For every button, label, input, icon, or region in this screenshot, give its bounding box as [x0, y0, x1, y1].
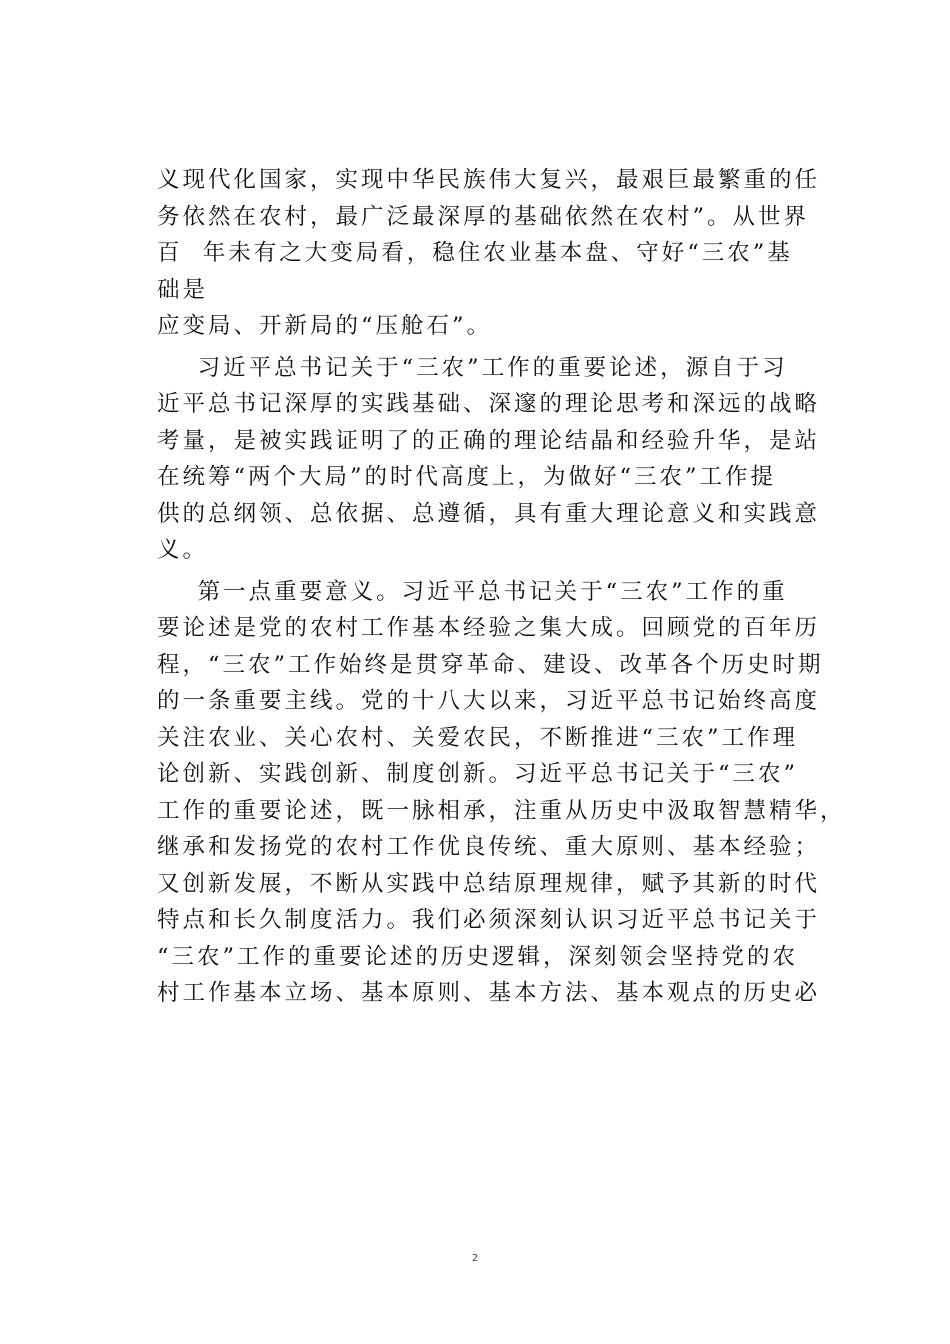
body-text: [157, 162, 846, 1012]
text-line: 务依然在农村，最广泛最深厚的基础依然在农村”。从世界: [157, 203, 810, 230]
text-line: 近平总书记深厚的实践基础、深邃的理论思考和深远的战略: [157, 391, 821, 417]
text-line: 论创新、实践创新、制度创新。习近平总书记关于“三农”: [157, 761, 799, 787]
text-line: 要论述是党的农村工作基本经验之集大成。回顾党的百年历: [157, 615, 821, 641]
text-line: 础是: [157, 276, 209, 303]
text-line: 应变局、开新局的“压舱石”。: [157, 313, 493, 339]
text-line: 习近平总书记关于“三农”工作的重要论述，源自于习: [157, 354, 788, 381]
text-line: 村工作基本立场、基本原则、基本方法、基本观点的历史必: [157, 980, 821, 1006]
text-line: 供的总纲领、总依据、总遵循，具有重大理论意义和实践意: [157, 500, 821, 527]
text-line: 特点和长久制度活力。我们必须深刻认识习近平总书记关于: [157, 907, 821, 933]
page-number: 2: [471, 1253, 479, 1264]
text-line: 考量，是被实践证明了的正确的理论结晶和经验升华，是站: [157, 427, 821, 454]
text-line: 义。: [157, 537, 209, 563]
text-line: 程，“三农”工作始终是贯穿革命、建设、改革各个历史时期: [157, 651, 824, 678]
text-line: “三农”工作的重要论述的历史逻辑，深刻领会坚持党的农: [157, 943, 799, 970]
text-line: 百 年未有之大变局看，稳住农业基本盘、守好“三农”基: [157, 240, 793, 266]
text-line: 关注农业、关心农村、关爱农民，不断推进“三农”工作理: [157, 724, 799, 751]
text-line: 义现代化国家，实现中华民族伟大复兴，最艰巨最繁重的任: [157, 167, 821, 193]
text-line: 的一条重要主线。党的十八大以来，习近平总书记始终高度: [157, 688, 821, 714]
text-line: 第一点重要意义。习近平总书记关于“三农”工作的重: [157, 578, 788, 605]
text-line: 又创新发展，不断从实践中总结原理规律，赋予其新的时代: [157, 870, 821, 897]
text-line: 在统筹“两个大局”的时代高度上，为做好“三农”工作提: [157, 464, 777, 490]
text-line: 继承和发扬党的农村工作优良传统、重大原则、基本经验；: [157, 834, 821, 860]
text-line: 工作的重要论述，既一脉相承，注重从历史中汲取智慧精华，: [157, 797, 846, 824]
